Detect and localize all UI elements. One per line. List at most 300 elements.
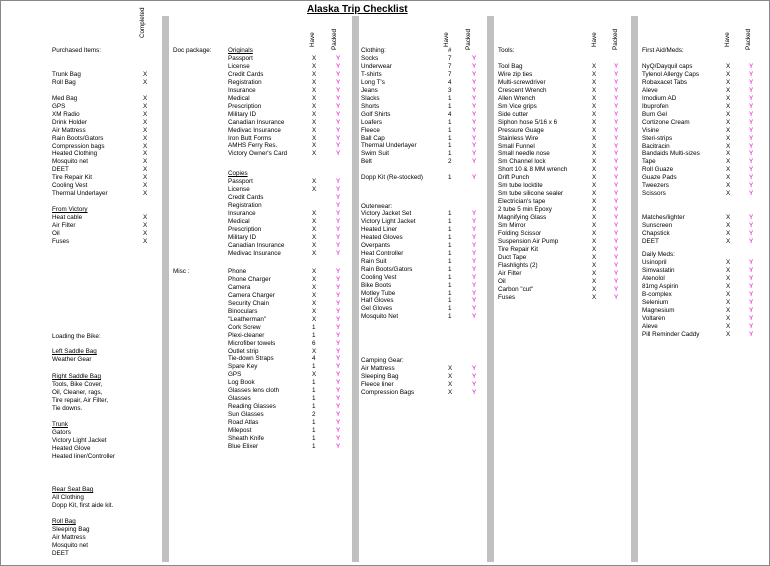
have-mark: X [592, 174, 597, 182]
packed-mark: Y [614, 237, 619, 245]
completed-mark: X [143, 118, 148, 126]
have-mark: X [312, 291, 317, 299]
packed-mark: Y [336, 178, 341, 185]
packed-mark: Y [749, 174, 754, 182]
item-label: Tire Repair Kit [52, 174, 93, 182]
have-mark: 1 [448, 102, 452, 110]
item-label: Ball Cap [361, 134, 385, 142]
packed-mark: Y [614, 269, 619, 277]
packed-mark: Y [749, 118, 754, 126]
item-label: Robaxacet Tabs [642, 78, 688, 86]
have-mark: X [592, 190, 597, 198]
packed-column-header: Packed [745, 28, 752, 50]
have-mark: 1 [448, 233, 452, 241]
have-mark: X [312, 307, 317, 315]
item-label: Rain Suit [361, 257, 387, 265]
have-mark: 1 [448, 210, 452, 217]
have-mark: 1 [312, 379, 316, 387]
packed-mark: Y [472, 365, 477, 372]
have-mark: 1 [312, 427, 316, 434]
packed-mark: Y [749, 282, 754, 290]
item-label: Electrician's tape [498, 198, 546, 206]
first-aid-header: First Aid/Meds: [642, 47, 684, 54]
have-mark: X [312, 62, 317, 70]
item-label: Victory Light Jacket [361, 217, 416, 225]
item-label: Scissors [642, 190, 666, 198]
have-mark: 1 [448, 225, 452, 233]
item-label: Loafers [361, 118, 383, 126]
item-label: Multi-screwdriver [498, 78, 546, 86]
item-label: Heated Gloves [361, 233, 403, 241]
have-mark: X [448, 388, 453, 396]
packed-mark: Y [336, 86, 341, 94]
item-label: Carbon "cut" [498, 285, 534, 293]
have-mark: X [592, 245, 597, 253]
item-label: Cortizone Cream [642, 118, 690, 126]
item-label: Iron Butt Forms [228, 134, 272, 142]
have-mark: X [726, 134, 731, 142]
have-mark: 1 [312, 331, 316, 339]
completed-mark: X [143, 229, 148, 237]
item-label: Magnesium [642, 306, 675, 314]
have-mark: 7 [448, 62, 452, 70]
item-label: Camera Charger [228, 291, 275, 299]
loading-section-line: Sleeping Bag [52, 526, 90, 533]
have-mark: X [592, 277, 597, 285]
item-label: Sleeping Bag [361, 372, 399, 380]
packed-mark: Y [614, 222, 619, 229]
have-mark: X [312, 209, 317, 217]
have-mark: X [592, 70, 597, 78]
packed-mark: Y [472, 70, 477, 78]
item-label: Usinopril [642, 259, 667, 266]
item-label: Trunk Bag [52, 70, 81, 78]
item-label: Simvastatin [642, 266, 675, 274]
have-mark: X [312, 70, 317, 78]
item-label: Blue Elixer [228, 442, 259, 450]
have-mark: X [726, 274, 731, 282]
have-mark: 1 [448, 249, 452, 257]
item-label: Belt [361, 158, 372, 166]
have-mark: X [592, 86, 597, 94]
packed-mark: Y [749, 266, 754, 274]
item-label: Shorts [361, 102, 380, 110]
packed-mark: Y [614, 126, 619, 134]
item-label: Phone Charger [228, 275, 271, 283]
loading-section-title: Roll Bag [52, 518, 76, 525]
item-label: Medical [228, 94, 250, 102]
packed-mark: Y [749, 63, 754, 70]
packed-mark: Y [472, 241, 477, 249]
packed-mark: Y [336, 94, 341, 102]
packed-mark: Y [336, 427, 341, 434]
loading-section-line: All Clothing [52, 494, 84, 501]
packed-mark: Y [749, 290, 754, 298]
item-label: Steri-strips [642, 134, 673, 142]
loading-section-line: Tire repair, Air Filter, [52, 397, 109, 404]
have-mark: X [726, 94, 731, 102]
have-mark: X [726, 126, 731, 134]
packed-column-header: Packed [612, 28, 619, 50]
packed-mark: Y [614, 134, 619, 142]
packed-column-header: Packed [465, 28, 472, 50]
packed-mark: Y [336, 70, 341, 78]
item-label: Aleve [642, 322, 658, 330]
item-label: Bacitracin [642, 142, 670, 150]
loading-section-line: Heated Glove [52, 445, 91, 452]
packed-mark: Y [472, 55, 477, 62]
packed-mark: Y [749, 237, 754, 245]
completed-mark: X [143, 70, 148, 78]
item-label: Suspension Air Pump [498, 237, 559, 245]
camping-gear-header: Camping Gear: [361, 357, 404, 364]
have-mark: X [312, 225, 317, 233]
item-label: Cooling Vest [52, 182, 88, 190]
item-label: Motley Tube [361, 289, 396, 297]
packed-mark: Y [614, 190, 619, 198]
have-mark: X [726, 322, 731, 330]
item-label: AMHS Ferry Res. [228, 142, 278, 150]
item-label: Road Atlas [228, 419, 259, 427]
packed-mark: Y [614, 229, 619, 237]
have-mark: X [592, 229, 597, 237]
item-label: Security Chain [228, 299, 269, 307]
clothing-header: Clothing: [361, 47, 386, 54]
have-mark: 1 [312, 419, 316, 427]
have-mark: 2 [312, 411, 316, 419]
column-divider [162, 16, 169, 562]
doc-package-header: Doc package: [173, 47, 212, 54]
have-mark: X [726, 182, 731, 190]
item-label: Swim Suit [361, 150, 389, 158]
have-mark: X [312, 78, 317, 86]
item-label: Roll Guaze [642, 166, 674, 174]
loading-section-line: DEET [52, 550, 69, 557]
packed-mark: Y [749, 190, 754, 198]
item-label: Underwear [361, 62, 392, 70]
packed-mark: Y [749, 306, 754, 314]
completed-column-header: Completed [139, 7, 146, 38]
item-label: Sm Vice grips [498, 102, 537, 110]
have-mark: X [312, 371, 317, 379]
packed-mark: Y [472, 273, 477, 281]
packed-mark: Y [472, 257, 477, 265]
packed-mark: Y [749, 322, 754, 330]
have-mark: X [312, 347, 317, 355]
item-label: Sm Channel lock [498, 158, 546, 166]
packed-mark: Y [472, 118, 477, 126]
item-label: Canadian Insurance [228, 241, 285, 249]
have-column-header: Have [309, 32, 316, 47]
item-label: Insurance [228, 86, 256, 94]
loading-section-line: Air Mattress [52, 534, 86, 541]
item-label: Sun Glasses [228, 411, 264, 419]
loading-section-line: Victory Light Jacket [52, 437, 107, 444]
item-label: Rain Boots/Gators [361, 265, 413, 273]
item-label: Matches/lighter [642, 214, 685, 222]
completed-mark: X [143, 102, 148, 110]
packed-mark: Y [336, 275, 341, 283]
item-label: Small Funnel [498, 142, 535, 150]
item-label: Burn Gel [642, 110, 667, 118]
item-label: Ibuprofen [642, 102, 669, 110]
item-label: Rain Boots/Gators [52, 134, 104, 142]
packed-mark: Y [472, 305, 477, 313]
have-mark: X [592, 182, 597, 190]
daily-meds-header: Daily Meds: [642, 251, 675, 258]
item-label: Heat Controller [361, 249, 404, 257]
packed-mark: Y [472, 281, 477, 289]
completed-mark: X [143, 182, 148, 190]
packed-mark: Y [336, 387, 341, 395]
have-mark: 1 [448, 142, 452, 150]
have-mark: X [592, 134, 597, 142]
loading-section-title: Right Saddle Bag [52, 373, 102, 380]
packed-mark: Y [614, 245, 619, 253]
item-label: DEET [52, 166, 69, 174]
packed-mark: Y [336, 307, 341, 315]
item-label: Medivac Insurance [228, 126, 281, 134]
loading-section-line: Mosquito net [52, 542, 89, 549]
completed-mark: X [143, 237, 148, 245]
packed-mark: Y [336, 193, 341, 201]
have-mark: 1 [448, 297, 452, 305]
have-mark: X [726, 266, 731, 274]
item-label: Chapstick [642, 229, 670, 237]
packed-mark: Y [614, 182, 619, 190]
item-label: 2 tube 5 min Epoxy [498, 206, 552, 214]
item-label: Wire zip ties [498, 70, 533, 78]
have-mark: X [312, 315, 317, 323]
packed-mark: Y [472, 158, 477, 166]
loading-bike-header: Loading the Bike: [52, 333, 101, 340]
have-mark: X [592, 63, 597, 70]
item-label: Stainless Wire [498, 134, 539, 142]
item-label: Tweezers [642, 182, 669, 190]
have-mark: 1 [448, 134, 452, 142]
packed-mark: Y [614, 261, 619, 269]
packed-mark: Y [336, 347, 341, 355]
item-label: Reading Glasses [228, 403, 276, 411]
have-mark: X [726, 330, 731, 338]
packed-mark: Y [336, 419, 341, 427]
packed-mark: Y [336, 142, 341, 150]
item-label: Registration [228, 78, 262, 86]
item-label: Credit Cards [228, 193, 264, 201]
packed-mark: Y [336, 268, 341, 275]
packed-mark: Y [336, 434, 341, 442]
have-mark: X [726, 237, 731, 245]
item-label: Voltaren [642, 314, 666, 322]
packed-mark: Y [472, 372, 477, 380]
item-label: Mosquito Net [361, 313, 399, 321]
packed-mark: Y [749, 229, 754, 237]
packed-mark: Y [614, 214, 619, 222]
have-mark: 7 [448, 55, 452, 62]
have-mark: X [726, 102, 731, 110]
item-label: Cork Screw [228, 323, 261, 331]
have-mark: X [312, 55, 317, 62]
item-label: License [228, 185, 250, 193]
have-mark: X [312, 142, 317, 150]
item-label: DEET [642, 237, 659, 245]
packed-mark: Y [336, 78, 341, 86]
packed-mark: Y [749, 78, 754, 86]
packed-mark: Y [472, 210, 477, 217]
loading-section-line: Weather Gear [52, 356, 92, 363]
item-label: Medivac Insurance [228, 249, 281, 257]
packed-mark: Y [336, 283, 341, 291]
packed-mark: Y [614, 110, 619, 118]
packed-mark: Y [336, 126, 341, 134]
packed-mark: Y [614, 166, 619, 174]
item-label: From Victory [52, 206, 88, 214]
packed-mark: Y [336, 209, 341, 217]
have-mark: X [726, 78, 731, 86]
have-mark: X [726, 63, 731, 70]
item-label: Military ID [228, 233, 256, 241]
packed-mark: Y [749, 126, 754, 134]
have-mark: 1 [448, 265, 452, 273]
have-mark: X [592, 102, 597, 110]
packed-mark: Y [336, 363, 341, 371]
packed-mark: Y [336, 355, 341, 363]
purchased-items-header: Purchased Items: [52, 47, 101, 54]
packed-mark: Y [749, 166, 754, 174]
item-label: Siphon hose 5/16 x 6 [498, 118, 558, 126]
item-label: Fuses [498, 293, 516, 301]
packed-mark: Y [472, 94, 477, 102]
have-mark: X [592, 142, 597, 150]
have-mark: X [726, 222, 731, 229]
have-mark: X [726, 110, 731, 118]
packed-mark: Y [472, 289, 477, 297]
packed-mark: Y [472, 265, 477, 273]
packed-mark: Y [749, 70, 754, 78]
item-label: Gel Gloves [361, 305, 393, 313]
completed-mark: X [143, 142, 148, 150]
have-mark: X [312, 233, 317, 241]
item-label: Air Filter [52, 222, 76, 229]
packed-mark: Y [614, 253, 619, 261]
completed-mark: X [143, 94, 148, 102]
item-label: Imodium AD [642, 94, 677, 102]
item-label: Outlet strip [228, 347, 259, 355]
have-mark: X [312, 185, 317, 193]
packed-mark: Y [614, 198, 619, 206]
item-label: Tape [642, 158, 656, 166]
packed-mark: Y [472, 174, 477, 182]
have-mark: X [312, 217, 317, 225]
completed-mark: X [143, 158, 148, 166]
item-label: License [228, 62, 250, 70]
have-mark: 1 [448, 174, 452, 182]
have-mark: X [726, 229, 731, 237]
have-mark: X [312, 110, 317, 118]
have-mark: 1 [448, 289, 452, 297]
have-mark: X [312, 299, 317, 307]
packed-mark: Y [336, 201, 341, 209]
have-mark: X [726, 190, 731, 198]
packed-mark: Y [336, 150, 341, 158]
completed-mark: X [143, 174, 148, 182]
item-label: Oil [52, 229, 60, 237]
completed-mark: X [143, 150, 148, 158]
have-mark: 6 [312, 339, 316, 347]
item-label: Drink Holder [52, 118, 87, 126]
completed-mark: X [143, 78, 148, 86]
item-label: Compression Bags [361, 388, 415, 396]
item-label: Flashlights (2) [498, 261, 538, 269]
have-mark: X [448, 372, 453, 380]
have-mark: 4 [448, 78, 452, 86]
have-mark: X [726, 298, 731, 306]
have-mark: X [726, 166, 731, 174]
item-label: Air Filter [498, 269, 522, 277]
hash-column-header: # [448, 47, 452, 54]
item-label: Plexi-cleaner [228, 331, 265, 339]
item-label: XM Radio [52, 110, 80, 118]
item-label: Registration [228, 201, 262, 209]
packed-mark: Y [336, 62, 341, 70]
have-mark: 1 [448, 217, 452, 225]
packed-mark: Y [336, 442, 341, 450]
have-mark: X [726, 306, 731, 314]
column-divider [631, 16, 638, 562]
packed-mark: Y [336, 249, 341, 257]
have-mark: 1 [448, 150, 452, 158]
have-column-header: Have [443, 32, 450, 47]
have-mark: X [592, 214, 597, 222]
loading-section-line: Tools, Bike Cover, [52, 381, 103, 388]
packed-mark: Y [336, 323, 341, 331]
item-label: Binoculars [228, 307, 258, 315]
item-label: Pill Reminder Caddy [642, 330, 700, 338]
have-mark: X [312, 150, 317, 158]
completed-mark: X [143, 166, 148, 174]
item-label: Medical [228, 217, 250, 225]
packed-mark: Y [336, 403, 341, 411]
have-mark: X [726, 259, 731, 266]
item-label: Pressure Guage [498, 126, 544, 134]
have-mark: 1 [448, 257, 452, 265]
item-label: Sunscreen [642, 222, 673, 229]
have-mark: 1 [448, 126, 452, 134]
packed-mark: Y [472, 313, 477, 321]
have-mark: 7 [448, 70, 452, 78]
tools-header: Tools: [498, 47, 515, 54]
packed-mark: Y [472, 62, 477, 70]
item-label: Bike Boots [361, 281, 392, 289]
have-mark: X [592, 237, 597, 245]
packed-mark: Y [614, 142, 619, 150]
completed-mark: X [143, 110, 148, 118]
have-mark: 4 [448, 110, 452, 118]
packed-mark: Y [749, 102, 754, 110]
have-mark: X [312, 126, 317, 134]
have-mark: X [592, 78, 597, 86]
item-label: Glasses [228, 395, 251, 403]
loading-section-title: Rear Seat Bag [52, 486, 94, 493]
have-mark: X [312, 118, 317, 126]
item-label: Milepost [228, 427, 252, 434]
packed-mark: Y [336, 185, 341, 193]
loading-section-title: Left Saddle Bag [52, 348, 97, 355]
item-label: Heat cable [52, 214, 83, 222]
loading-section-line: Heated liner/Controller [52, 453, 115, 460]
item-label: GPS [228, 371, 242, 379]
item-label: Selenium [642, 298, 669, 306]
